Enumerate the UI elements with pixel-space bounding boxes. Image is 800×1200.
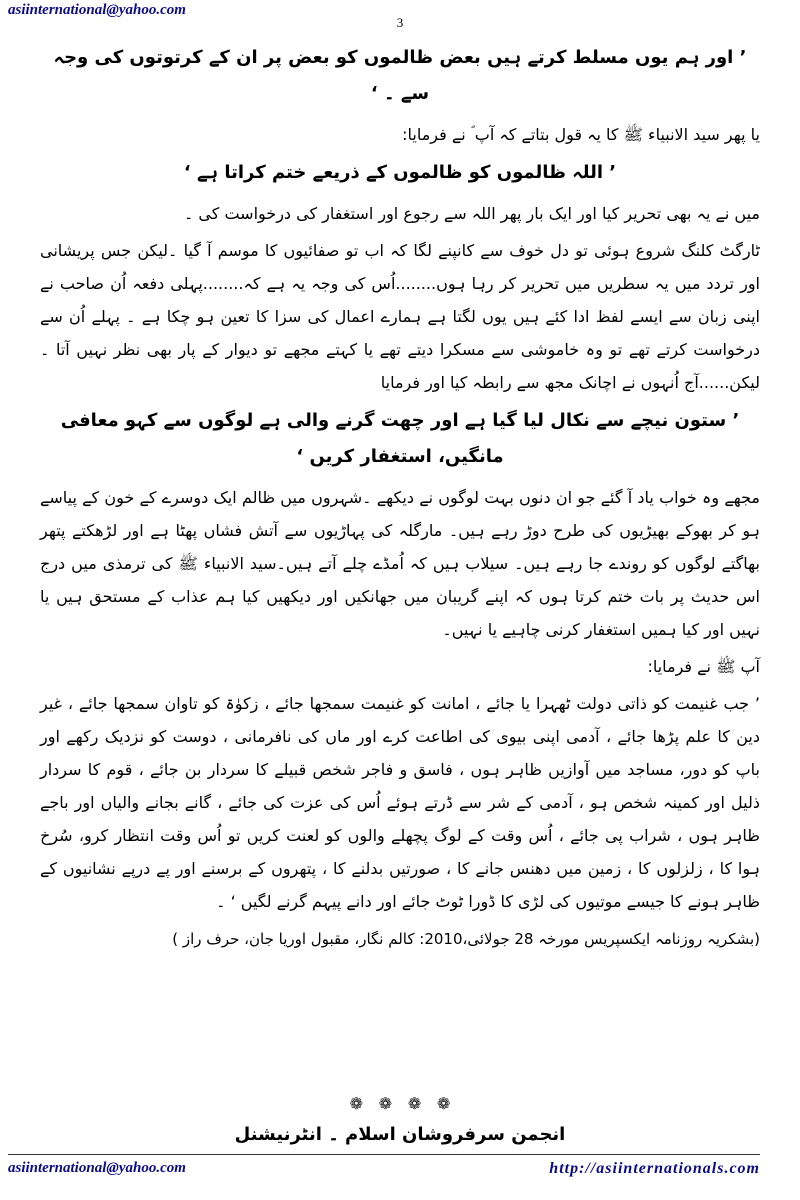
prophet-said-intro: آپ ﷺ نے فرمایا: (647, 657, 760, 676)
footer-divider (8, 1154, 760, 1155)
paragraph-repentance: میں نے یہ بھی تحریر کیا اور ایک بار پھر اللہ سے رجوع اور استغفار کی درخواست کی ۔ (183, 204, 760, 223)
footer-website-link[interactable]: http://asiinternationals.com (549, 1160, 760, 1177)
quran-quote: ’ اور ہم یوں مسلط کرتے ہیں بعض ظالموں کو بعض پر ان کے کرتوتوں کی وجہ سے ۔ ‘ (53, 47, 747, 104)
hadith-text: ’ جب غنیمت کو ذاتی دولت ٹھہرا یا جائے ، امانت کو غنیمت سمجھا جائے ، زکوٰۃ کو تاوان سمجھا جائے ، غیر دین کا علم پڑھا جائے ، آدمی اپنی بیوی کی اطاعت کرے اور ماں کی نافرمانی ، دوست کو نزدیک رکھے اور باپ کو دور، مساجد میں آوازیں ظاہر ہوں ، فاسق و فاجر شخص قبیلے کا سردار بن جائے ، قوم کا سردار ذلیل اور کمینہ شخص ہو ، آدمی کے شر سے ڈرتے ہوئے اُس کی عزت کی جائے ، گانے بجانے والیاں اور باجے ظاہر ہوں ، شراب پی جائے ، اُس وقت کے لوگ پچھلے والوں کو لعنت کریں تو اُس وقت انتظار کرو، سُرخ ہوا کا ، زلزلوں کا ، زمین میں دھنس جانے کا ، صورتیں بدلنے کا ، پتھروں کے برسنے اور پے درپے نشانیوں کے ظاہر ہونے کا جیسے موتیوں کی لڑی کا ڈورا ٹوٹ جائے اور دانے پیہم گرنے لگیں ‘ ۔ (40, 694, 760, 911)
flower-icon: ❁ (407, 1094, 422, 1113)
warning-quote: ’ ستون نیچے سے نکال لیا گیا ہے اور چھت گرنے والی ہے لوگوں سے کہو معافی مانگیں، استغفار کریں ‘ (60, 410, 740, 467)
organization-name: انجمن سرفروشان اسلام ۔ انٹرنیشنل (234, 1124, 566, 1145)
hadith-quote: ’ اللہ ظالموں کو ظالموں کے ذریعے ختم کراتا ہے ‘ (183, 162, 617, 183)
page-number: 3 (396, 15, 404, 30)
source-credit: (بشکریہ روزنامہ ایکسپریس مورخہ 28 جولائی،2010: کالم نگار، مقبول اوریا جان، حرف راز ) (172, 930, 760, 948)
paragraph-target-killing: ٹارگٹ کلنگ شروع ہوئی تو دل خوف سے کانپنے لگا کہ اب تو صفائیوں کا موسم آ گیا ۔لیکن جس پریشانی اور تردد میں یہ سطریں میں تحریر کر رہا ہوں........اُس کی وجہ یہ ہے کہ........پہلی دفعہ اُن صاحب نے اپنی زبان سے ایسے لفظ ادا کئے ہیں یوں لگتا ہے ہمارے اعمال کی سزا کا تعین ہو چکا ہے ۔ پہلے اُن سے درخواست کرتے تھے تو وہ خاموشی سے مسکرا دیتے تھے یا کہتے مجھے تو دیوار کے پار بھی نظر نہیں آتا ۔لیکن......آج اُنہوں نے اچانک مجھ سے رابطہ کیا اور فرمایا (40, 241, 760, 392)
paragraph-dreams: مجھے وہ خواب یاد آ گئے جو ان دنوں بہت لوگوں نے دیکھے ۔شہروں میں ظالم ایک دوسرے کے خون کے پیاسے ہو کر بھوکے بھیڑیوں کی طرح دوڑ رہے ہیں۔ مارگلہ کی پہاڑیوں سے آتش فشاں پھٹا ہے اور لڑھکتے پتھر بھاگتے لوگوں کو روندے جا رہے ہیں۔ سیلاب ہیں کہ اُمڈے چلے آتے ہیں۔سید الانبیاء ﷺ کی ترمذی میں درج اس حدیث پر بات ختم کرتا ہوں کہ اپنے گریبان میں جھانکیں اور دیکھیں کیا ہم عذاب کے مستحق ہیں یا نہیں اور کیا ہمیں استغفار کرنی چاہیے یا نہیں۔ (40, 488, 760, 639)
header-email[interactable]: asiinternational@yahoo.com (8, 2, 186, 18)
flower-icon: ❁ (378, 1094, 393, 1113)
flower-icon: ❁ (436, 1094, 451, 1113)
article-body (40, 40, 760, 954)
flower-icon: ❁ (349, 1094, 364, 1113)
hadith-intro: یا پھر سید الانبیاء ﷺ کا یہ قول بتاتے کہ آپ ؐ نے فرمایا: (402, 125, 760, 144)
ornament-divider (0, 1094, 800, 1113)
footer-email[interactable]: asiinternational@yahoo.com (8, 1160, 186, 1176)
